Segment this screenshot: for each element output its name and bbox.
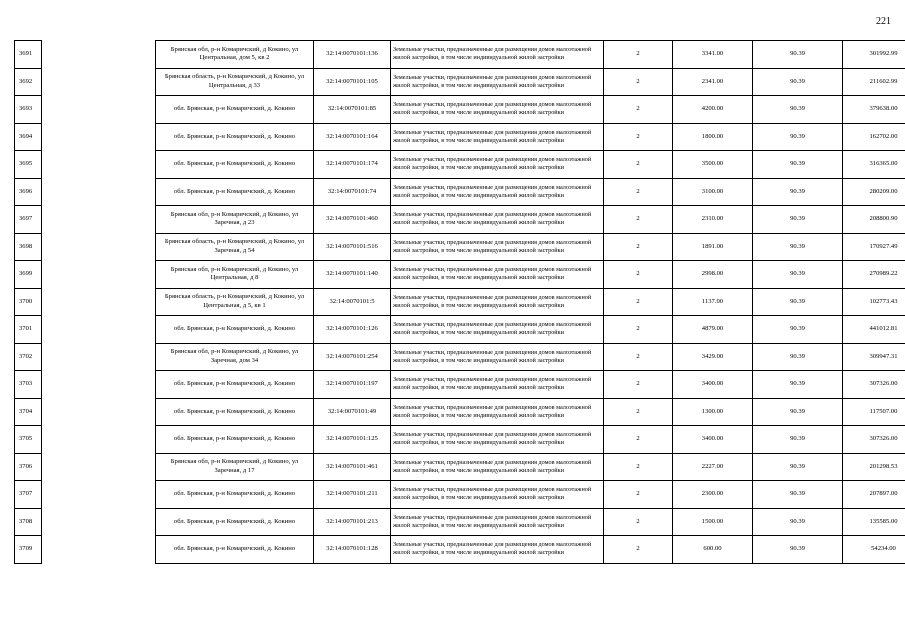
cell-address: обл. Брянская, р-н Комаричский, д. Кокино: [156, 398, 314, 426]
cell-address: Брянская область, р-н Комаричский, д Кокино, ул Центральная, д 5, кв 1: [156, 288, 314, 316]
cell-cadastral-number: 32:14:0070101:49: [314, 398, 391, 426]
cell-spacer: [42, 233, 156, 261]
cell-spacer: [42, 68, 156, 96]
cell-row-number: 3692: [15, 68, 42, 96]
cell-address: Брянская обл, р-н Комаричский, д Кокино, ул Заречная, дом 34: [156, 343, 314, 371]
cell-area: 2310.00: [673, 206, 753, 234]
cell-cadastral-value: 54234.00: [843, 536, 905, 564]
cadastral-value-table: [14, 40, 905, 564]
cell-cadastral-value: 117507.00: [843, 398, 905, 426]
cell-land-use: Земельные участки, предназначенные для размещения домов малоэтажной жилой застройки, в том числе индивидуальной жилой застройки: [391, 398, 604, 426]
cell-area: 4879.00: [673, 316, 753, 344]
cell-group: 2: [604, 151, 673, 179]
cell-land-use: Земельные участки, предназначенные для размещения домов малоэтажной жилой застройки, в том числе индивидуальной жилой застройки: [391, 68, 604, 96]
cell-row-number: 3706: [15, 453, 42, 481]
table-row: [15, 343, 905, 371]
cell-cadastral-number: 32:14:0070101:128: [314, 536, 391, 564]
cell-land-use: Земельные участки, предназначенные для размещения домов малоэтажной жилой застройки, в том числе индивидуальной жилой застройки: [391, 41, 604, 69]
cell-cadastral-value: 280209.00: [843, 178, 905, 206]
cell-land-use: Земельные участки, предназначенные для размещения домов малоэтажной жилой застройки, в том числе индивидуальной жилой застройки: [391, 343, 604, 371]
cell-spacer: [42, 508, 156, 536]
cell-row-number: 3699: [15, 261, 42, 289]
cell-cadastral-number: 32:14:0070101:254: [314, 343, 391, 371]
cell-row-number: 3697: [15, 206, 42, 234]
cell-spacer: [42, 261, 156, 289]
cell-area: 1300.00: [673, 398, 753, 426]
cell-address: обл. Брянская, р-н Комаричский, д. Кокино: [156, 123, 314, 151]
cell-cadastral-value: 309947.31: [843, 343, 905, 371]
table-row: [15, 68, 905, 96]
cell-group: 2: [604, 536, 673, 564]
table-row: [15, 453, 905, 481]
cell-cadastral-value: 211602.99: [843, 68, 905, 96]
cell-address: Брянская обл, р-н Комаричский, д Кокино, ул Центральная, дом 5, кв 2: [156, 41, 314, 69]
cell-row-number: 3696: [15, 178, 42, 206]
cell-row-number: 3702: [15, 343, 42, 371]
cell-cadastral-number: 32:14:0070101:174: [314, 151, 391, 179]
cell-specific-value: 90.39: [753, 426, 843, 454]
cell-land-use: Земельные участки, предназначенные для размещения домов малоэтажной жилой застройки, в том числе индивидуальной жилой застройки: [391, 233, 604, 261]
cell-row-number: 3691: [15, 41, 42, 69]
table-row: [15, 288, 905, 316]
cell-area: 2998.00: [673, 261, 753, 289]
cell-cadastral-value: 307326.00: [843, 426, 905, 454]
cell-specific-value: 90.39: [753, 481, 843, 509]
cell-specific-value: 90.39: [753, 123, 843, 151]
cell-group: 2: [604, 178, 673, 206]
cell-cadastral-value: 102773.43: [843, 288, 905, 316]
table-row: [15, 371, 905, 399]
cell-address: обл. Брянская, р-н Комаричский, д. Кокино: [156, 481, 314, 509]
cell-land-use: Земельные участки, предназначенные для размещения домов малоэтажной жилой застройки, в том числе индивидуальной жилой застройки: [391, 261, 604, 289]
cell-address: Брянская обл, р-н Комаричский, д Кокино, ул Заречная, д 17: [156, 453, 314, 481]
cell-specific-value: 90.39: [753, 453, 843, 481]
table-row: [15, 123, 905, 151]
cell-address: обл. Брянская, р-н Комаричский, д. Кокино: [156, 316, 314, 344]
cell-land-use: Земельные участки, предназначенные для размещения домов малоэтажной жилой застройки, в том числе индивидуальной жилой застройки: [391, 371, 604, 399]
cell-area: 600.00: [673, 536, 753, 564]
cell-cadastral-number: 32:14:0070101:197: [314, 371, 391, 399]
cell-cadastral-number: 32:14:0070101:74: [314, 178, 391, 206]
cell-cadastral-number: 32:14:0070101:136: [314, 41, 391, 69]
cell-cadastral-number: 32:14:0070101:105: [314, 68, 391, 96]
cell-spacer: [42, 206, 156, 234]
cell-address: обл. Брянская, р-н Комаричский, д. Кокино: [156, 178, 314, 206]
cell-group: 2: [604, 453, 673, 481]
cell-group: 2: [604, 96, 673, 124]
cell-group: 2: [604, 481, 673, 509]
cell-land-use: Земельные участки, предназначенные для размещения домов малоэтажной жилой застройки, в том числе индивидуальной жилой застройки: [391, 508, 604, 536]
cell-land-use: Земельные участки, предназначенные для размещения домов малоэтажной жилой застройки, в том числе индивидуальной жилой застройки: [391, 481, 604, 509]
cell-land-use: Земельные участки, предназначенные для размещения домов малоэтажной жилой застройки, в том числе индивидуальной жилой застройки: [391, 178, 604, 206]
cell-cadastral-number: 32:14:0070101:125: [314, 426, 391, 454]
cell-group: 2: [604, 508, 673, 536]
cell-cadastral-number: 32:14:0070101:140: [314, 261, 391, 289]
cell-spacer: [42, 536, 156, 564]
cell-land-use: Земельные участки, предназначенные для размещения домов малоэтажной жилой застройки, в том числе индивидуальной жилой застройки: [391, 426, 604, 454]
cell-specific-value: 90.39: [753, 233, 843, 261]
cell-spacer: [42, 41, 156, 69]
cell-group: 2: [604, 206, 673, 234]
cell-specific-value: 90.39: [753, 151, 843, 179]
cell-land-use: Земельные участки, предназначенные для размещения домов малоэтажной жилой застройки, в том числе индивидуальной жилой застройки: [391, 123, 604, 151]
page-number: 221: [876, 16, 891, 27]
cell-area: 4200.00: [673, 96, 753, 124]
cell-area: 3500.00: [673, 151, 753, 179]
cell-group: 2: [604, 371, 673, 399]
cell-area: 3400.00: [673, 371, 753, 399]
cell-area: 2227.00: [673, 453, 753, 481]
cell-area: 1137.00: [673, 288, 753, 316]
cell-group: 2: [604, 288, 673, 316]
cell-specific-value: 90.39: [753, 398, 843, 426]
table-row: [15, 151, 905, 179]
cell-land-use: Земельные участки, предназначенные для размещения домов малоэтажной жилой застройки, в том числе индивидуальной жилой застройки: [391, 96, 604, 124]
cell-cadastral-value: 379638.00: [843, 96, 905, 124]
cell-area: 1800.00: [673, 123, 753, 151]
cell-area: 1891.00: [673, 233, 753, 261]
cell-group: 2: [604, 343, 673, 371]
cell-specific-value: 90.39: [753, 288, 843, 316]
table-row: [15, 316, 905, 344]
cell-specific-value: 90.39: [753, 371, 843, 399]
cell-cadastral-number: 32:14:0070101:5: [314, 288, 391, 316]
cell-row-number: 3693: [15, 96, 42, 124]
cell-spacer: [42, 123, 156, 151]
cell-cadastral-value: 208800.90: [843, 206, 905, 234]
cell-area: 2300.00: [673, 481, 753, 509]
cell-area: 3400.00: [673, 426, 753, 454]
cell-cadastral-value: 307326.00: [843, 371, 905, 399]
cell-specific-value: 90.39: [753, 536, 843, 564]
cell-cadastral-value: 135585.00: [843, 508, 905, 536]
cell-row-number: 3700: [15, 288, 42, 316]
cell-cadastral-number: 32:14:0070101:164: [314, 123, 391, 151]
cell-spacer: [42, 288, 156, 316]
cell-specific-value: 90.39: [753, 206, 843, 234]
cell-area: 3341.00: [673, 41, 753, 69]
cell-specific-value: 90.39: [753, 41, 843, 69]
table-row: [15, 178, 905, 206]
table-row: [15, 508, 905, 536]
cell-cadastral-number: 32:14:0070101:211: [314, 481, 391, 509]
table-body: [15, 41, 905, 564]
cell-address: Брянская обл, р-н Комаричский, д Кокино, ул Центральная, д 8: [156, 261, 314, 289]
cell-spacer: [42, 426, 156, 454]
table-row: [15, 536, 905, 564]
cell-address: обл. Брянская, р-н Комаричский, д. Кокино: [156, 536, 314, 564]
cell-area: 3100.00: [673, 178, 753, 206]
cell-spacer: [42, 398, 156, 426]
cell-row-number: 3707: [15, 481, 42, 509]
cell-row-number: 3705: [15, 426, 42, 454]
table-row: [15, 233, 905, 261]
table-row: [15, 426, 905, 454]
cell-cadastral-value: 170927.49: [843, 233, 905, 261]
cell-cadastral-value: 270989.22: [843, 261, 905, 289]
cell-land-use: Земельные участки, предназначенные для размещения домов малоэтажной жилой застройки, в том числе индивидуальной жилой застройки: [391, 206, 604, 234]
cell-address: Брянская область, р-н Комаричский, д Кокино, ул Заречная, д 54: [156, 233, 314, 261]
cell-cadastral-number: 32:14:0070101:460: [314, 206, 391, 234]
cell-row-number: 3698: [15, 233, 42, 261]
cell-row-number: 3709: [15, 536, 42, 564]
table-row: [15, 96, 905, 124]
table-row: [15, 398, 905, 426]
cell-area: 1500.00: [673, 508, 753, 536]
cell-address: Брянская обл, р-н Комаричский, д Кокино, ул Заречная, д 23: [156, 206, 314, 234]
cell-group: 2: [604, 316, 673, 344]
cell-address: обл. Брянская, р-н Комаричский, д. Кокино: [156, 96, 314, 124]
table-row: [15, 206, 905, 234]
cell-cadastral-value: 316365.00: [843, 151, 905, 179]
cell-cadastral-value: 201298.53: [843, 453, 905, 481]
cell-specific-value: 90.39: [753, 343, 843, 371]
cell-row-number: 3694: [15, 123, 42, 151]
cell-spacer: [42, 481, 156, 509]
cell-group: 2: [604, 68, 673, 96]
cell-group: 2: [604, 123, 673, 151]
cell-specific-value: 90.39: [753, 68, 843, 96]
cell-group: 2: [604, 261, 673, 289]
table-row: [15, 261, 905, 289]
cell-spacer: [42, 371, 156, 399]
cell-cadastral-value: 162702.00: [843, 123, 905, 151]
cell-cadastral-number: 32:14:0070101:213: [314, 508, 391, 536]
cell-row-number: 3704: [15, 398, 42, 426]
table-row: [15, 481, 905, 509]
cell-group: 2: [604, 426, 673, 454]
table-row: [15, 41, 905, 69]
cell-land-use: Земельные участки, предназначенные для размещения домов малоэтажной жилой застройки, в том числе индивидуальной жилой застройки: [391, 151, 604, 179]
cell-spacer: [42, 178, 156, 206]
cell-row-number: 3703: [15, 371, 42, 399]
cell-land-use: Земельные участки, предназначенные для размещения домов малоэтажной жилой застройки, в том числе индивидуальной жилой застройки: [391, 453, 604, 481]
cell-area: 2341.00: [673, 68, 753, 96]
cell-land-use: Земельные участки, предназначенные для размещения домов малоэтажной жилой застройки, в том числе индивидуальной жилой застройки: [391, 288, 604, 316]
cell-cadastral-value: 441012.81: [843, 316, 905, 344]
cell-land-use: Земельные участки, предназначенные для размещения домов малоэтажной жилой застройки, в том числе индивидуальной жилой застройки: [391, 316, 604, 344]
cell-specific-value: 90.39: [753, 96, 843, 124]
cell-group: 2: [604, 233, 673, 261]
cell-group: 2: [604, 41, 673, 69]
cell-cadastral-number: 32:14:0070101:126: [314, 316, 391, 344]
cell-row-number: 3695: [15, 151, 42, 179]
cell-address: Брянская область, р-н Комаричский, д Кокино, ул Центральная, д 33: [156, 68, 314, 96]
cell-specific-value: 90.39: [753, 261, 843, 289]
cell-cadastral-number: 32:14:0070101:516: [314, 233, 391, 261]
cell-address: обл. Брянская, р-н Комаричский, д. Кокино: [156, 426, 314, 454]
cell-specific-value: 90.39: [753, 316, 843, 344]
cell-row-number: 3708: [15, 508, 42, 536]
cell-cadastral-number: 32:14:0070101:85: [314, 96, 391, 124]
cell-specific-value: 90.39: [753, 178, 843, 206]
cell-address: обл. Брянская, р-н Комаричский, д. Кокино: [156, 508, 314, 536]
cell-cadastral-number: 32:14:0070101:461: [314, 453, 391, 481]
cell-spacer: [42, 316, 156, 344]
cell-group: 2: [604, 398, 673, 426]
cell-spacer: [42, 343, 156, 371]
cell-cadastral-value: 301992.99: [843, 41, 905, 69]
cell-row-number: 3701: [15, 316, 42, 344]
cell-area: 3429.00: [673, 343, 753, 371]
cell-address: обл. Брянская, р-н Комаричский, д. Кокино: [156, 151, 314, 179]
cell-specific-value: 90.39: [753, 508, 843, 536]
cell-spacer: [42, 96, 156, 124]
cell-spacer: [42, 453, 156, 481]
cell-address: обл. Брянская, р-н Комаричский, д. Кокино: [156, 371, 314, 399]
cell-cadastral-value: 207897.00: [843, 481, 905, 509]
cell-spacer: [42, 151, 156, 179]
cell-land-use: Земельные участки, предназначенные для размещения домов малоэтажной жилой застройки, в том числе индивидуальной жилой застройки: [391, 536, 604, 564]
